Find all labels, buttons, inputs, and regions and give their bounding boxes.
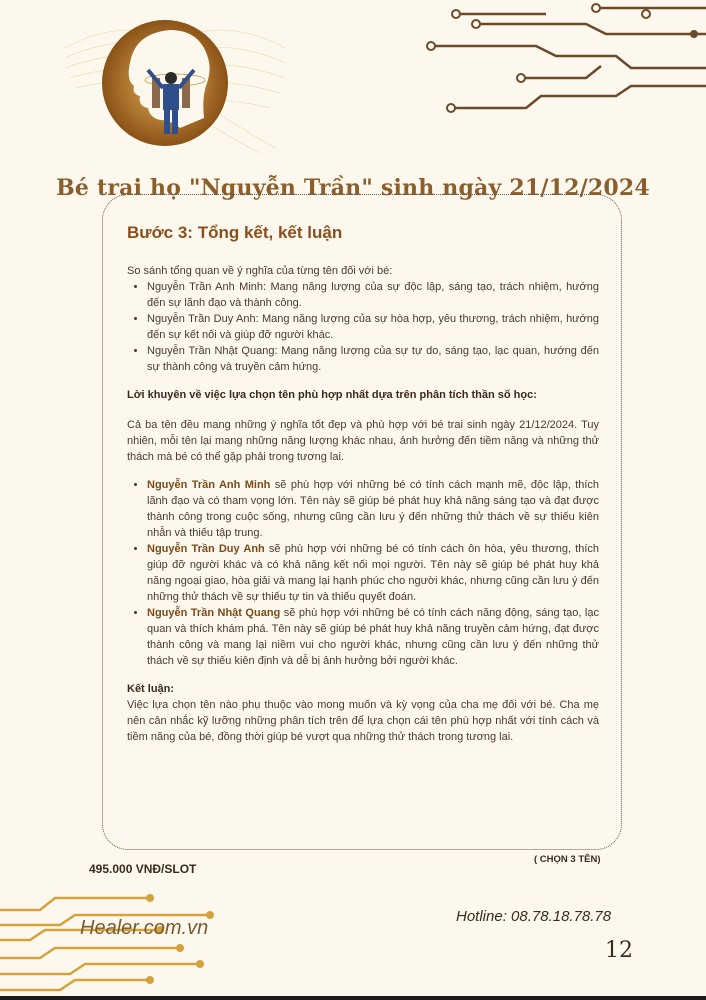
advice-intro: Cả ba tên đều mang những ý nghĩa tốt đẹp và phù hợp với bé trai sinh ngày 21/12/2024. Tuy nhiên, mỗi tên lại mang những năng lượng khác nhau, ảnh hưởng đến tiềm năng và những thử thách mà bé có thể gặp phải trong tương lai. xyxy=(127,419,599,463)
step-heading: Bước 3: Tổng kết, kết luận xyxy=(127,223,343,242)
bottom-border xyxy=(0,996,706,1000)
list-item: • Nguyễn Trần Duy Anh: Mang năng lượng của sự hòa hợp, yêu thương, trách nhiệm, hướng đến sự kết nối và giúp đỡ người khác. xyxy=(147,311,599,343)
hotline-text: Hotline: 08.78.18.78.78 xyxy=(456,908,612,925)
page-title: Bé trai họ "Nguyễn Trần" sinh ngày 21/12/2024 xyxy=(56,174,650,201)
name-description: sẽ phù hợp với những bé có tính cách năng động, sáng tạo, lạc quan và thích khám phá. Tên này sẽ giúp bé phát huy khả năng truyền cảm hứng, đạt được thành công và mang lại niềm vui cho người khác, nhưng cũng cần lưu ý đến những thử thách về sự thiếu kiên định và dễ bị ảnh hưởng bởi người khác. xyxy=(147,607,599,667)
circuit-decoration-top xyxy=(416,0,706,120)
list-item: • Nguyễn Trần Anh Minh: Mang năng lượng của sự độc lập, sáng tạo, trách nhiệm, hướng đến sự lãnh đạo và thành công. xyxy=(147,279,599,311)
list-item xyxy=(147,477,599,541)
list-item: • Nguyễn Trần Nhật Quang: Mang năng lượng của sự tự do, sáng tạo, lạc quan, hướng đến sự thành công và truyền cảm hứng. xyxy=(147,343,599,375)
website-link[interactable]: Healer.com.vn xyxy=(80,917,209,939)
name-option: Nguyễn Trần Nhật Quang xyxy=(147,607,281,619)
name-description: sẽ phù hợp với những bé có tính cách mạnh mẽ, độc lập, thích lãnh đạo và có tham vọng lớn. Tên này sẽ giúp bé phát huy khả năng sáng tạo và đạt được thành công trong cuộc sống, nhưng cũng cần lưu ý đến những thử thách về sự thiếu kiên nhẫn và thiếu tập trung. xyxy=(147,479,599,539)
list-item xyxy=(147,605,599,669)
advice-list xyxy=(127,477,599,669)
card-content xyxy=(127,223,599,745)
name-option: Nguyễn Trần Duy Anh xyxy=(147,543,265,555)
page-number: 12 xyxy=(605,938,633,963)
compare-list xyxy=(127,279,599,375)
name-description: sẽ phù hợp với những bé có tính cách ôn hòa, yêu thương, thích giúp đỡ người khác và có khả năng kết nối mọi người. Tên này sẽ giúp bé phát huy khả năng ngoại giao, hòa giải và mang lại hạnh phúc cho người khác, nhưng cũng cần lưu ý đến những thử thách về sự thiếu tự tin và thiếu quyết đoán. xyxy=(147,543,599,603)
conclusion-heading: Kết luận: xyxy=(127,683,175,695)
price-label: 495.000 VNĐ/SLOT xyxy=(89,862,197,876)
list-item xyxy=(147,541,599,605)
brain-logo xyxy=(60,8,290,158)
summary-card xyxy=(102,194,622,850)
compare-intro: So sánh tổng quan về ý nghĩa của từng tên đối với bé: xyxy=(127,265,393,277)
conclusion-text: Việc lựa chọn tên nào phụ thuộc vào mong muốn và kỳ vọng của cha mẹ đối với bé. Cha mẹ nên cân nhắc kỹ lưỡng những phân tích trên để lựa chọn cái tên phù hợp nhất với tính cách và tiềm năng của bé, đồng thời giúp bé vượt qua những thử thách trong tương lai. xyxy=(127,699,599,743)
choose-note: ( CHỌN 3 TÊN) xyxy=(534,854,601,865)
advice-heading: Lời khuyên về việc lựa chọn tên phù hợp nhất dựa trên phân tích thần số học: xyxy=(127,389,537,401)
name-option: Nguyễn Trần Anh Minh xyxy=(147,479,271,491)
